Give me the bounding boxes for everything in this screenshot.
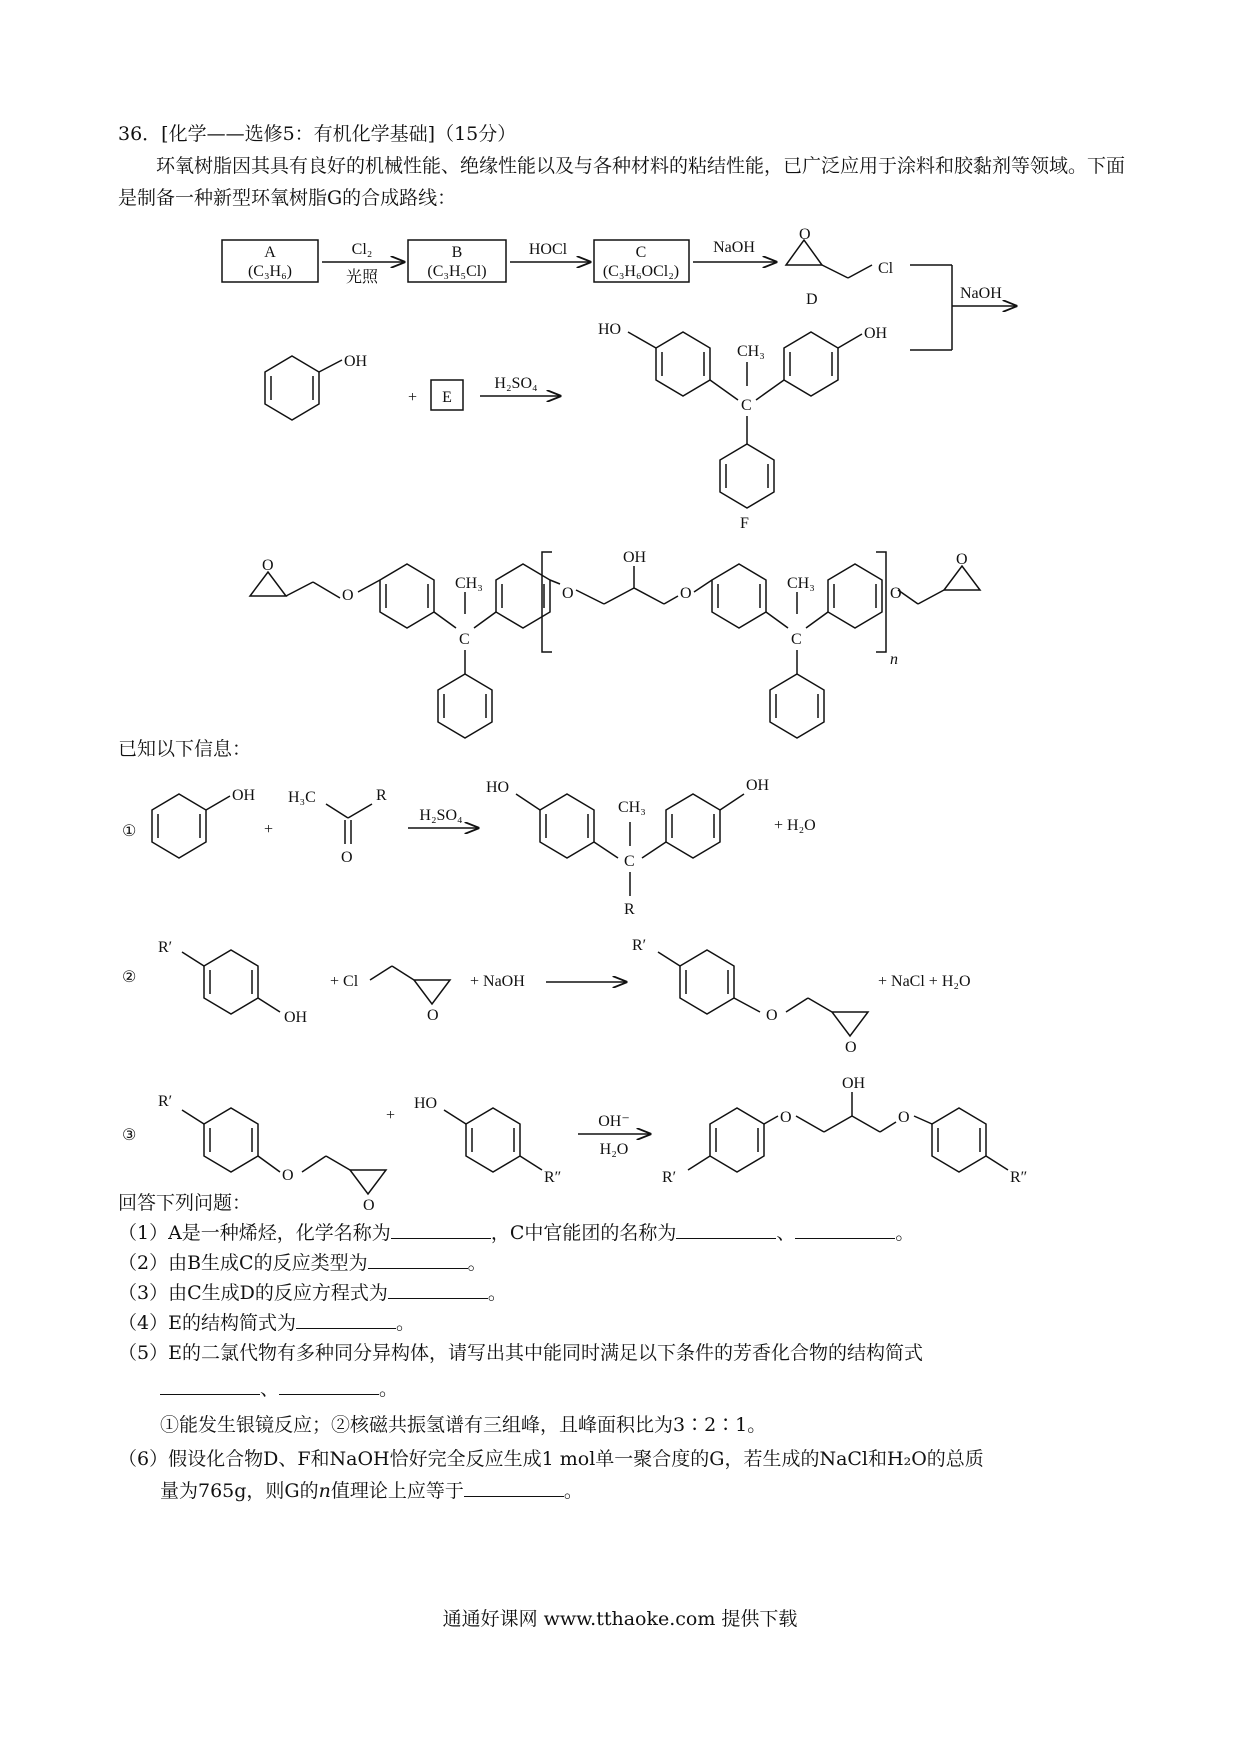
label-D-cl: Cl [878, 260, 894, 277]
question-3: （3）由C生成D的反应方程式为 。 [118, 1282, 507, 1304]
r1-phenol-ring [152, 794, 206, 858]
label-G-o4: O [680, 585, 692, 602]
r2-o: O [427, 1007, 439, 1024]
label-h2so4: H₂SO₄ [494, 375, 538, 392]
r3-o2: O [363, 1197, 375, 1214]
F-left-ring [656, 332, 710, 396]
G-ring-5 [828, 564, 882, 628]
F-right-ring [784, 332, 838, 396]
known-info-title: 已知以下信息： [118, 738, 252, 760]
answer-blank-2[interactable] [368, 1250, 468, 1269]
label-A-formula: (C₃H₆) [247, 263, 293, 280]
answer-blank-1a[interactable] [391, 1220, 491, 1239]
label-D-oxygen: O [799, 226, 811, 243]
r2-rp2: R′ [632, 937, 647, 954]
r3-ho: HO [414, 1095, 438, 1112]
r3-plus: + [386, 1107, 396, 1124]
answer-blank-1c[interactable] [795, 1220, 895, 1239]
r3-o: O [282, 1167, 294, 1184]
r1-h2o: + H₂O [774, 817, 816, 834]
label-G-c2: C [791, 631, 802, 648]
r1-oh: OH [232, 787, 256, 804]
label-hocl: HOCl [528, 241, 568, 258]
phenol-ring [265, 356, 319, 420]
r1-o: O [341, 849, 353, 866]
r3-rpp2: R″ [1010, 1169, 1028, 1186]
footer-source: 通通好课网 www.tthaoke.com 提供下载 [442, 1608, 798, 1630]
r3-h2o: H₂O [599, 1141, 629, 1158]
G-ring-1 [380, 564, 434, 628]
r2-nacl: + NaCl + H₂O [878, 973, 971, 990]
answer-blank-1b[interactable] [676, 1220, 776, 1239]
intro-text: 环氧树脂因其具有良好的机械性能、绝缘性能以及与各种材料的粘结性能，已广泛应用于涂料和胶黏剂等领域。下面是制备一种新型环氧树脂G的合成路线： [118, 155, 1126, 209]
question-2: （2）由B生成C的反应类型为 。 [118, 1252, 487, 1274]
epoxide-D [786, 240, 822, 265]
label-B-formula: (C₃H₅Cl) [427, 263, 487, 280]
question-5-conditions: ①能发生银镜反应；②核磁共振氢谱有三组峰，且峰面积比为3∶2∶1。 [160, 1414, 767, 1436]
r2-o2: O [766, 1007, 778, 1024]
F-phenyl-ring [720, 444, 774, 508]
r2-product-epoxide [832, 1012, 868, 1036]
label-F-ho: HO [598, 321, 622, 338]
r3-product-right-ring [932, 1108, 986, 1172]
answer-blank-5b[interactable] [279, 1376, 379, 1395]
label-G-ch3-1: CH₃ [455, 575, 483, 592]
label-E: E [442, 389, 452, 406]
label-G-o3: O [562, 585, 574, 602]
r1-h2so4: H₂SO₄ [419, 807, 463, 824]
G-epoxide-right [944, 566, 980, 590]
label-F-ch3: CH₃ [737, 343, 765, 360]
r3-oh: OH [842, 1075, 866, 1092]
r3-o3: O [780, 1109, 792, 1126]
r3-epoxide [350, 1170, 386, 1194]
r1-r: R [376, 787, 387, 804]
r3-ether-ring [204, 1108, 258, 1172]
r2-product-ring [680, 950, 734, 1014]
r1-oh2: OH [746, 777, 770, 794]
label-F-c: C [741, 397, 752, 414]
r2-naoh: + NaOH [470, 973, 525, 990]
r2-o3: O [845, 1039, 857, 1056]
label-G-o1: O [262, 557, 274, 574]
label-G-o5: O [890, 585, 902, 602]
r3-product-left-ring [710, 1108, 764, 1172]
label-D: D [806, 291, 818, 308]
label-G-o6: O [956, 551, 968, 568]
r1-right-ring [666, 794, 720, 858]
label-reaction-2: ② [122, 969, 137, 986]
question-6: （6）假设化合物D、F和NaOH恰好完全反应生成1 mol单一聚合度的G，若生成的NaCl和H₂O的总质 [118, 1448, 984, 1470]
answer-blank-4[interactable] [296, 1310, 396, 1329]
r1-plus: + [264, 821, 274, 838]
label-G-oh: OH [623, 549, 647, 566]
label-F-oh: OH [864, 325, 888, 342]
label-A: A [264, 244, 276, 261]
questions-heading: 回答下列问题： [118, 1192, 252, 1214]
r2-rp: R′ [158, 939, 173, 956]
label-reaction-3: ③ [122, 1127, 137, 1144]
r2-phenol-ring [204, 950, 258, 1014]
r2-oh: OH [284, 1009, 308, 1026]
label-light: 光照 [345, 269, 379, 286]
r1-c: C [624, 853, 635, 870]
answer-blank-3[interactable] [388, 1280, 488, 1299]
question-6-cont: 量为765g，则G的n值理论上应等于 。 [160, 1480, 583, 1502]
label-cl2: Cl₂ [351, 241, 373, 258]
label-naoh-1: NaOH [713, 239, 755, 256]
answer-blank-6[interactable] [464, 1478, 564, 1497]
label-phenol-oh: OH [344, 353, 368, 370]
r3-phenol-ring [466, 1108, 520, 1172]
r3-ohm: OH⁻ [598, 1113, 630, 1130]
r3-rpp: R″ [544, 1169, 562, 1186]
label-G-ch3-2: CH₃ [787, 575, 815, 592]
question-5-blanks: 、 。 [160, 1376, 398, 1402]
r1-r2: R [624, 901, 635, 918]
bracket-right [876, 552, 886, 652]
label-G-o2: O [342, 587, 354, 604]
r2-epichlorohydrin [414, 980, 450, 1004]
r1-ho: HO [486, 779, 510, 796]
G-ring-3 [438, 674, 492, 738]
label-F: F [740, 515, 749, 532]
label-naoh-2: NaOH [960, 285, 1002, 302]
r1-left-ring [540, 794, 594, 858]
question-5: （5）E的二氯代物有多种同分异构体，请写出其中能同时满足以下条件的芳香化合物的结构简式 [118, 1342, 923, 1364]
r3-o4: O [898, 1109, 910, 1126]
G-ring-6 [770, 674, 824, 738]
r3-rp: R′ [158, 1093, 173, 1110]
label-C: C [635, 244, 647, 261]
G-epoxide-left [250, 572, 286, 596]
r1-h3c: H₃C [288, 789, 316, 806]
label-plus: + [408, 389, 418, 406]
question-header: 36．[化学——选修5：有机化学基础]（15分） [118, 123, 517, 145]
question-1: （1）A是一种烯烃，化学名称为 ，C中官能团的名称为 、 。 [118, 1222, 915, 1244]
r3-rp2: R′ [662, 1169, 677, 1186]
label-G-c1: C [459, 631, 470, 648]
G-ring-4 [712, 564, 766, 628]
label-reaction-1: ① [122, 823, 137, 840]
label-B: B [451, 244, 463, 261]
answer-blank-5a[interactable] [160, 1376, 260, 1395]
r2-cl: + Cl [330, 973, 359, 990]
label-C-formula: (C₃H₆OCl₂) [602, 263, 680, 280]
r1-ch3: CH₃ [618, 799, 646, 816]
label-G-n: n [890, 651, 898, 668]
question-4: （4）E的结构简式为 。 [118, 1312, 415, 1334]
